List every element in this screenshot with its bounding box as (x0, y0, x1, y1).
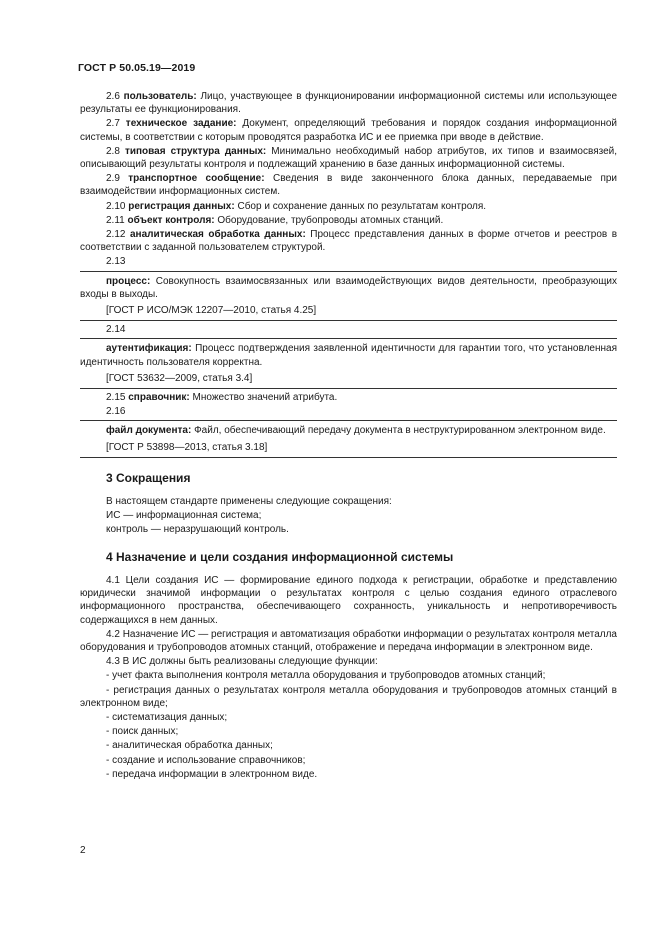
term-2-14-reference: [ГОСТ 53632—2009, статья 3.4] (106, 372, 253, 384)
term-2-13-reference: [ГОСТ Р ИСО/МЭК 12207—2010, статья 4.25] (106, 305, 317, 317)
page-number: 2 (80, 845, 86, 856)
term-2-14: аутентификация: Процесс подтверждения заявленной идентичности для гарантии того, что установленная идентичность пользователя корректна. (80, 343, 617, 368)
term-2-14-number: 2.14 (106, 324, 126, 336)
abbreviation-item: ИС — информационная система; (106, 510, 262, 522)
section-3-intro: В настоящем стандарте применены следующие сокращения: (106, 496, 392, 508)
term-2-8: 2.8 типовая структура данных: Минимально необходимый набор атрибутов, их типов и взаимосвязей, описывающий результаты контроля и подлежащий хранению в базе данных информационной системы. (80, 145, 618, 171)
term-2-16: файл документа: Файл, обеспечивающий передачу документа в неструктурированном электронном виде. (106, 425, 606, 437)
standard-header: ГОСТ Р 50.05.19—2019 (78, 62, 196, 74)
term-2-6: 2.6 пользователь: Лицо, участвующее в функционировании информационной системы или использующее результаты ее функционирования. (80, 91, 618, 116)
document-body (80, 90, 617, 782)
term-2-7: 2.7 техническое задание: Документ, определяющий требования и порядок создания информационной системы, в соответствии с которым проводятся разработка ИС и ее приемка при вводе в действие. (80, 118, 618, 143)
function-item: - передача информации в электронном виде. (106, 768, 318, 780)
term-2-13-box (80, 271, 617, 322)
section-4-heading: 4 Назначение и цели создания информационной системы (106, 549, 454, 564)
term-2-10: 2.10 регистрация данных: Сбор и сохранение данных по результатам контроля. (106, 200, 487, 212)
function-item: - учет факта выполнения контроля металла оборудования и трубопроводов атомных станций; (106, 670, 546, 682)
term-2-13-number: 2.13 (106, 256, 126, 268)
paragraph-4-1: 4.1 Цели создания ИС — формирование единого подхода к регистрации, обработке и представлению юридически значимой информации о результатах контроля с целью создания единого отраслевого информационного пространства, обеспечивающего сохранность, уникальность и непротиворечивость содержащихся в нем данных. (80, 574, 617, 626)
term-2-11: 2.11 объект контроля: Оборудование, трубопроводы атомных станций. (106, 214, 444, 226)
paragraph-4-3: 4.3 В ИС должны быть реализованы следующие функции: (106, 656, 378, 668)
term-2-16-reference: [ГОСТ Р 53898—2013, статья 3.18] (106, 441, 268, 453)
term-2-12: 2.12 аналитическая обработка данных: Процесс представления данных в форме отчетов и реестров в соответствии с заданной пользователем структурой. (80, 229, 618, 254)
term-2-9: 2.9 транспортное сообщение: Сведения в виде законченного блока данных, передаваемые при взаимодействии информационных систем. (80, 173, 618, 198)
function-item: - аналитическая обработка данных; (106, 740, 273, 752)
function-item: - поиск данных; (106, 726, 179, 738)
term-2-16-box (80, 420, 617, 457)
term-2-14-box (80, 338, 617, 389)
term-2-13: процесс: Совокупность взаимосвязанных или взаимодействующих видов деятельности, преобразующих входы в выходы. (80, 275, 618, 300)
paragraph-4-2: 4.2 Назначение ИС — регистрация и автоматизация обработки информации о результатах контроля металла оборудования и трубопроводов атомных станций, отображение и передача информации в электронном виде. (80, 628, 617, 653)
function-item: - создание и использование справочников; (106, 754, 306, 766)
function-item: - регистрация данных о результатах контроля металла оборудования и трубопроводов атомных станций в электронном виде; (80, 684, 617, 709)
term-2-15: 2.15 справочник: Множество значений атрибута. (106, 392, 338, 404)
abbreviation-item: контроль — неразрушающий контроль. (106, 524, 289, 536)
section-3-heading: 3 Сокращения (106, 470, 191, 485)
function-item: - систематизация данных; (106, 711, 228, 723)
term-2-16-number: 2.16 (106, 406, 126, 418)
